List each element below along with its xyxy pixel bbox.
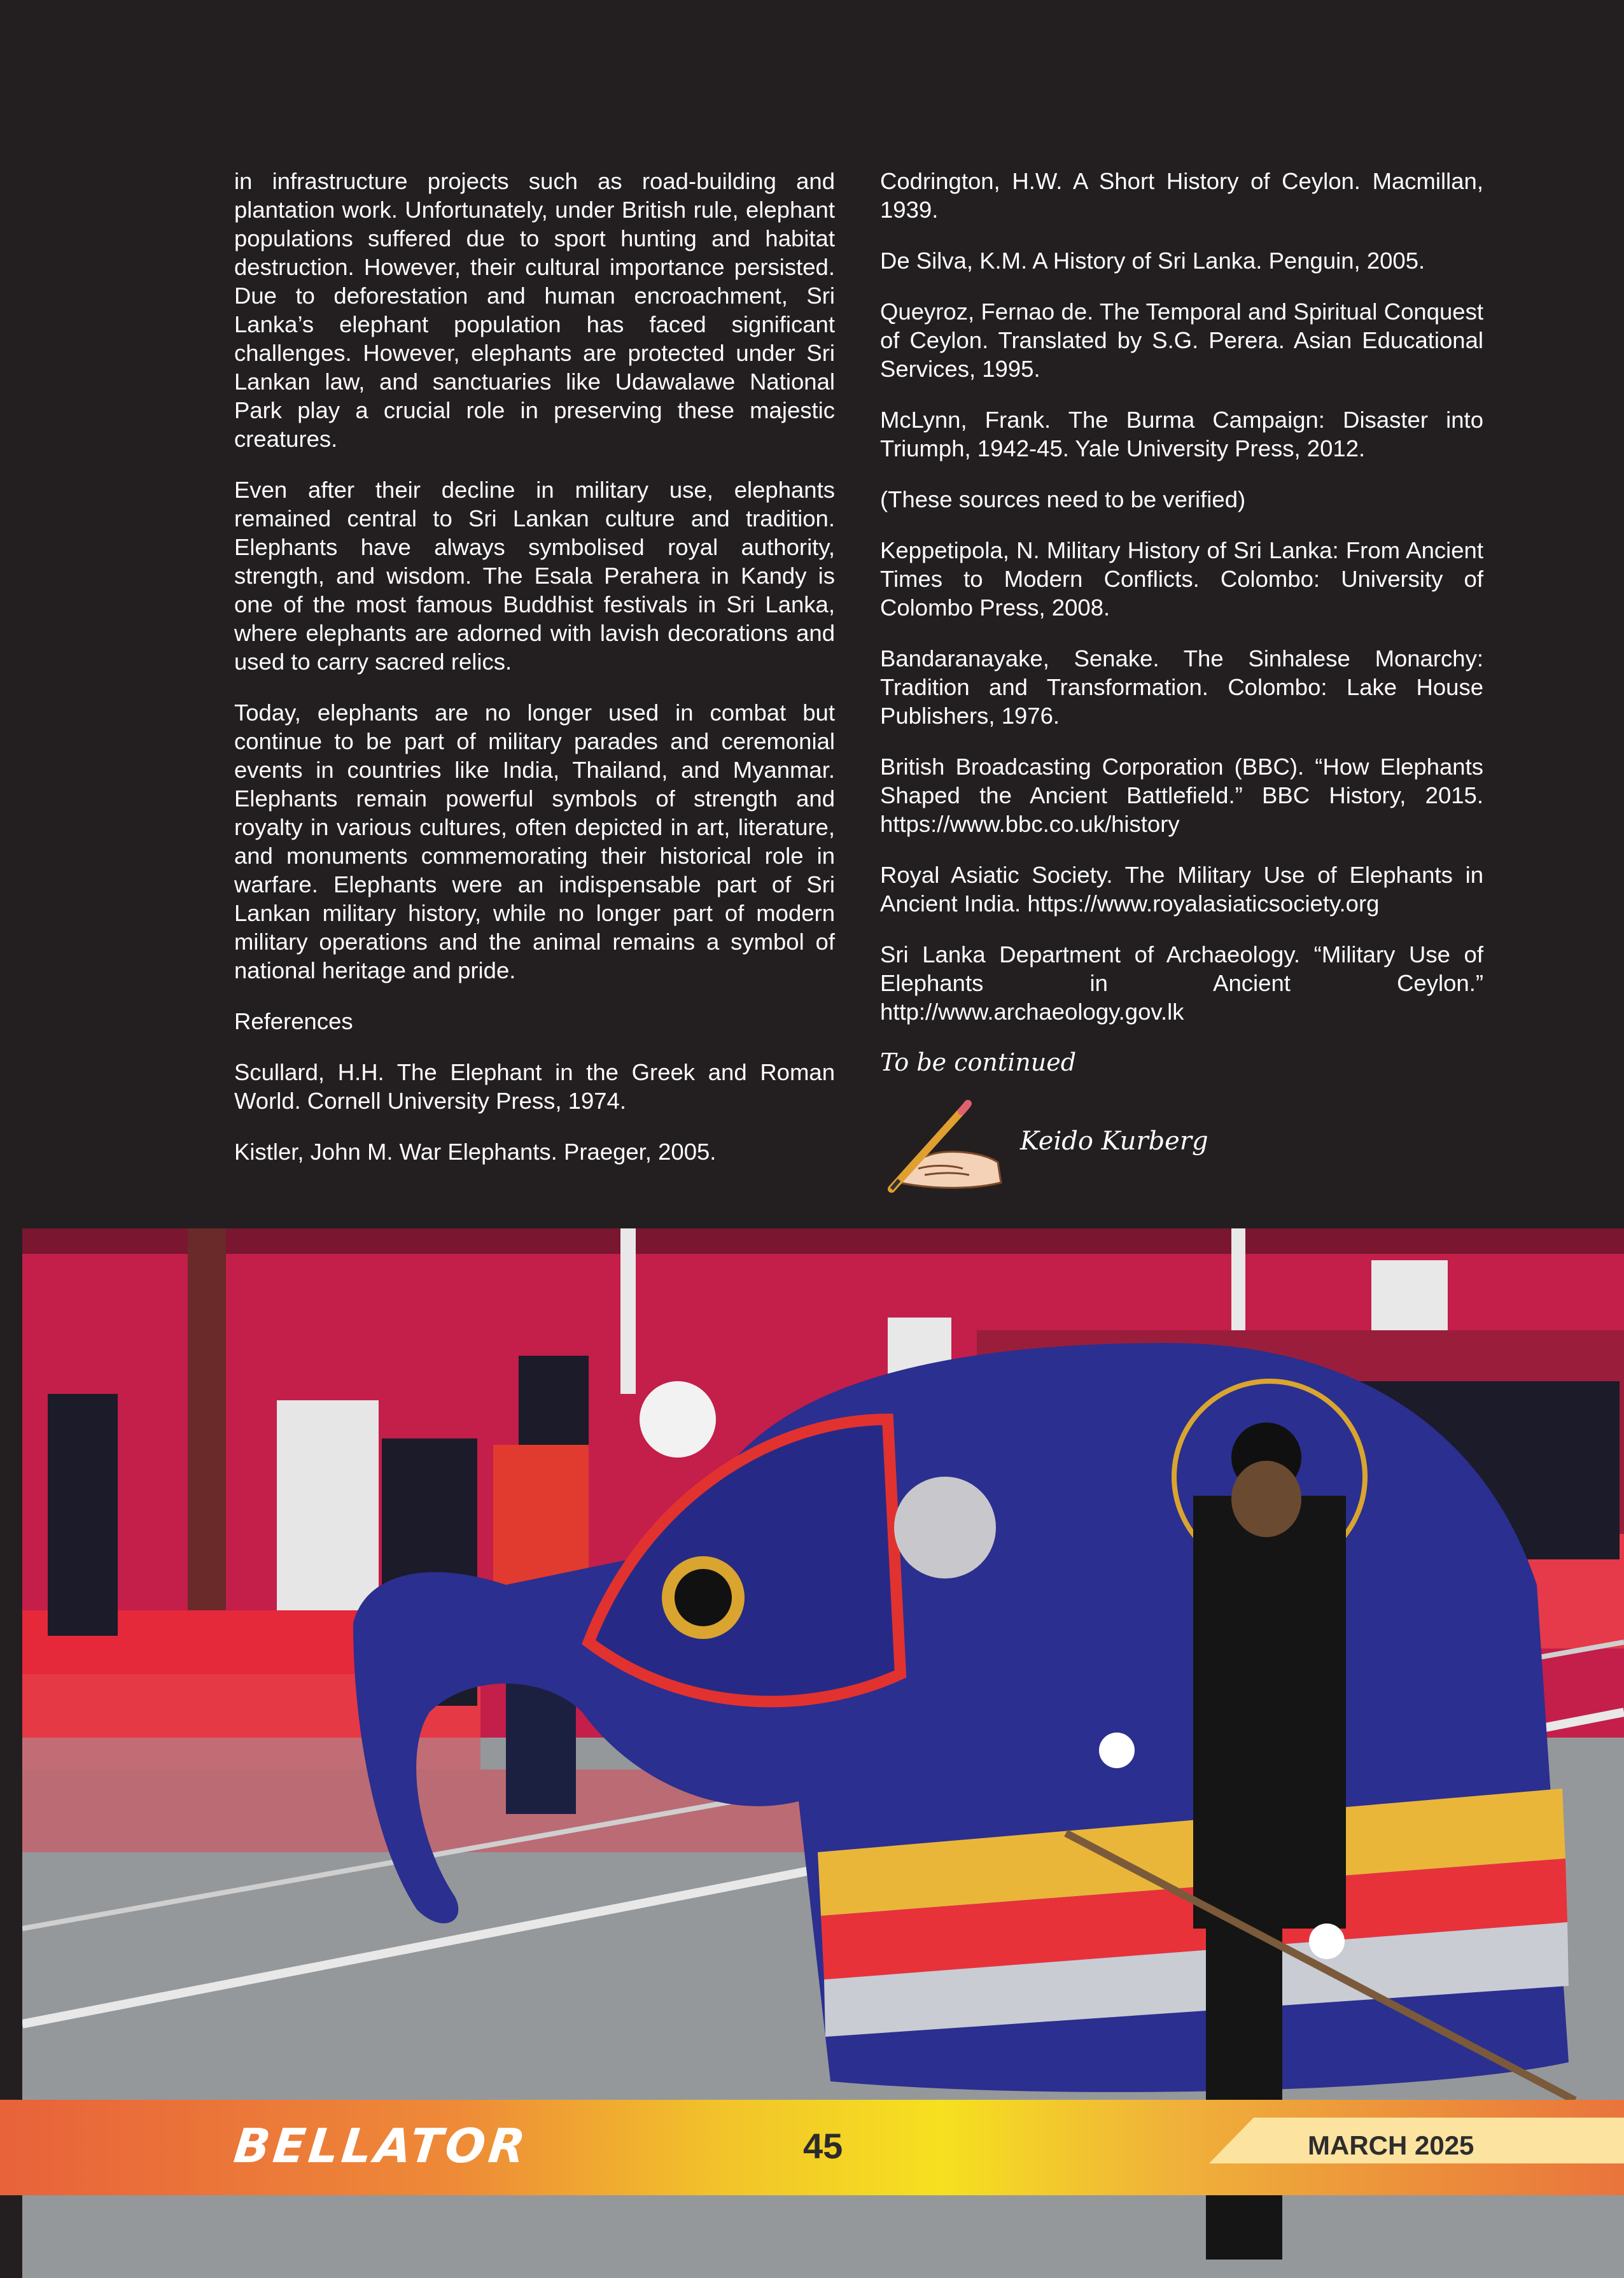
- reference-item: McLynn, Frank. The Burma Campaign: Disaster into Triumph, 1942-45. Yale University Press, 2012.: [880, 407, 1483, 461]
- magazine-logo: BELLATOR: [231, 2119, 531, 2174]
- article-paragraph: Even after their decline in military use, elephants remained central to Sri Lankan culture and tradition. Elephants have always symbolised royal authority, strength, and wisdom. The Esala Perahera in Kandy is one of the most famous Buddhist festivals in Sri Lanka, where elephants are adorned with lavish decorations and used to carry sacred relics.: [234, 477, 835, 675]
- reference-item: Kistler, John M. War Elephants. Praeger, 2005.: [234, 1139, 717, 1165]
- to-be-continued: To be continued: [880, 1048, 1077, 1076]
- issue-date: MARCH 2025: [1308, 2130, 1474, 2160]
- article-right-column: [880, 167, 1483, 1195]
- references-heading: References: [234, 1008, 353, 1034]
- reference-item: Bandaranayake, Senake. The Sinhalese Monarchy: Tradition and Transformation. Colombo: Lake House Publishers, 1976.: [880, 645, 1483, 729]
- reference-item: Sri Lanka Department of Archaeology. “Military Use of Elephants in Ancient Ceylon.” http://www.archaeology.gov.lk: [880, 941, 1483, 1025]
- author-name: Keido Kurberg: [1020, 1126, 1208, 1156]
- reference-item: British Broadcasting Corporation (BBC). “How Elephants Shaped the Ancient Battlefield.” BBC History, 2015. https://www.bbc.co.uk/history: [880, 754, 1483, 837]
- reference-item: Keppetipola, N. Military History of Sri Lanka: From Ancient Times to Modern Conflicts. Colombo: University of Colombo Press, 2008.: [880, 537, 1483, 621]
- reference-item: Scullard, H.H. The Elephant in the Greek and Roman World. Cornell University Press, 1974.: [234, 1059, 835, 1114]
- page-number: 45: [803, 2126, 843, 2166]
- article-paragraph: Today, elephants are no longer used in combat but continue to be part of military parades and ceremonial events in countries like India, Thailand, and Myanmar. Elephants remain powerful symbols of strength and royalty in various cultures, often depicted in art, literature, and monuments commemorating their historical role in warfare. Elephants were an indispensable part of Sri Lankan military history, while no longer part of modern military operations and the animal remains a symbol of national heritage and pride.: [234, 700, 835, 983]
- reference-item: Royal Asiatic Society. The Military Use of Elephants in Ancient India. https://www.royalasiaticsociety.org: [880, 862, 1483, 917]
- reference-item: De Silva, K.M. A History of Sri Lanka. Penguin, 2005.: [880, 248, 1425, 274]
- article-paragraph: in infrastructure projects such as road-building and plantation work. Unfortunately, under British rule, elephant populations suffered due to sport hunting and habitat destruction. However, their cultural importance persisted. Due to deforestation and human encroachment, Sri Lanka’s elephant population has faced significant challenges. However, elephants are protected under Sri Lankan law, and sanctuaries like Udawalawe National Park play a crucial role in preserving these majestic creatures.: [234, 168, 835, 452]
- reference-note: (These sources need to be verified): [880, 486, 1246, 512]
- article-left-column: [234, 167, 835, 1188]
- reference-item: Codrington, H.W. A Short History of Ceylon. Macmillan, 1939.: [880, 168, 1483, 223]
- author-signature: [880, 1093, 1483, 1195]
- page-footer: [0, 2100, 1624, 2195]
- reference-item: Queyroz, Fernao de. The Temporal and Spiritual Conquest of Ceylon. Translated by S.G. Perera. Asian Educational Services, 1995.: [880, 299, 1483, 382]
- writing-hand-icon: [880, 1093, 1007, 1195]
